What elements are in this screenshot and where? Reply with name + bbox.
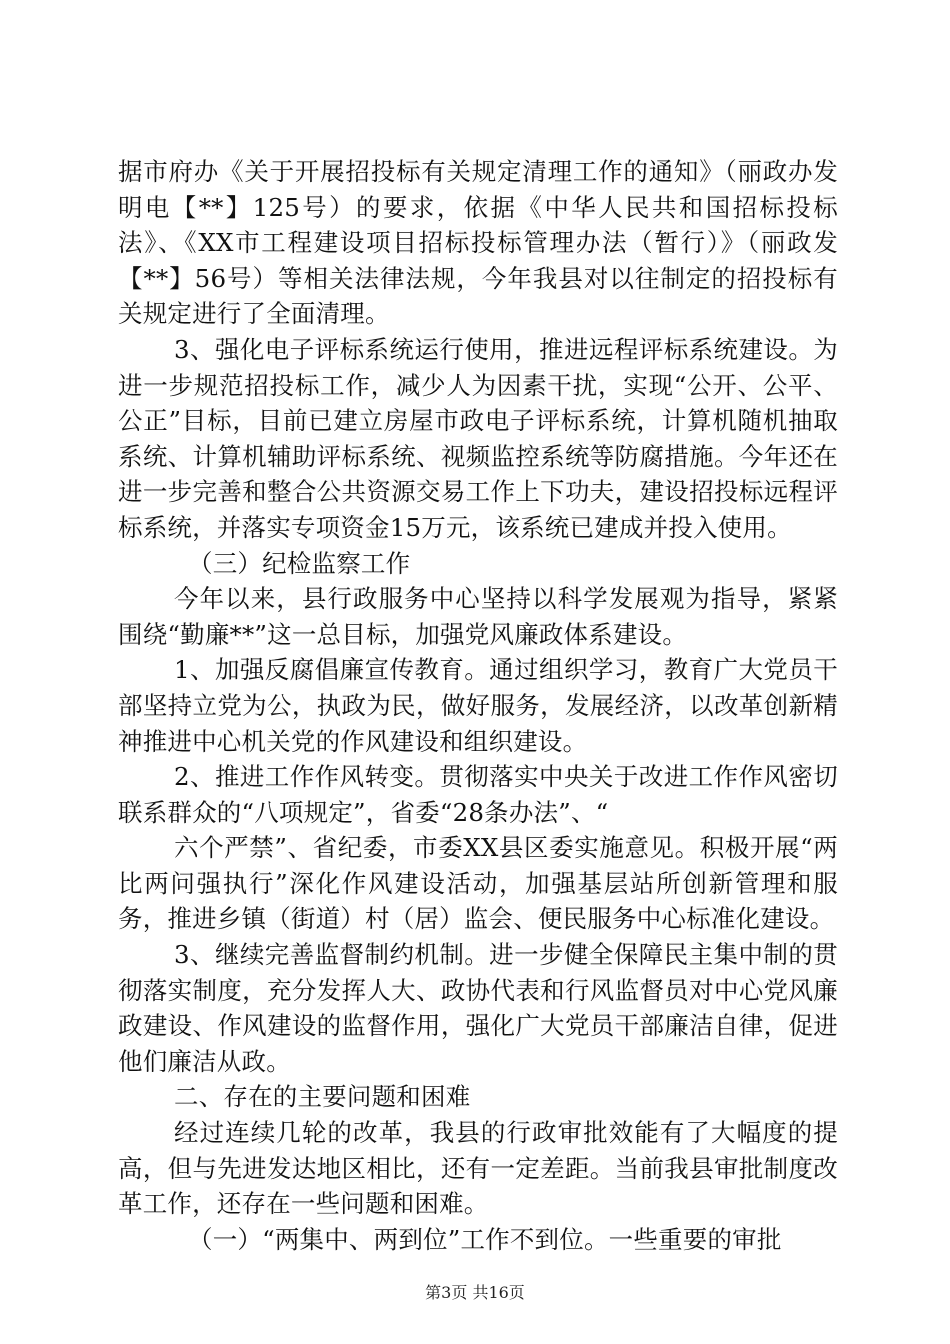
paragraph-work-style: 2、推进工作作风转变。贯彻落实中央关于改进工作作风密切联系群众的“八项规定”，省委“28条办法”、“	[118, 762, 838, 827]
paragraph-clearance: 据市府办《关于开展招投标有关规定清理工作的通知》（丽政办发明电【**】125号）的要求，依据《中华人民共和国招标投标法》、《XX市工程建设项目招标投标管理办法（暂行）》（丽政发【**】56号）等相关法律法规，今年我县对以往制定的招投标有关规定进行了全面清理。	[118, 157, 838, 329]
paragraph-problem-one: （一）“两集中、两到位”工作不到位。一些重要的审批	[188, 1224, 782, 1254]
paragraph-e-bidding: 3、强化电子评标系统运行使用，推进远程评标系统建设。为进一步规范招投标工作，减少人为因素干扰，实现“公开、公平、公正”目标，目前已建立房屋市政电子评标系统，计算机随机抽取系统、计算机辅助评标系统、视频监控系统等防腐措施。今年还在进一步完善和整合公共资源交易工作上下功夫，建设招投标远程评标系统，并落实专项资金15万元，该系统已建成并投入使用。	[118, 334, 838, 542]
document-body	[118, 154, 838, 1257]
paragraph-discipline-intro: 今年以来，县行政服务中心坚持以科学发展观为指导，紧紧围绕“勤廉**”这一总目标，加强党风廉政体系建设。	[118, 584, 838, 649]
paragraph-problems-intro: 经过连续几轮的改革，我县的行政审批效能有了大幅度的提高，但与先进发达地区相比，还有一定差距。当前我县审批制度改革工作，还存在一些问题和困难。	[118, 1118, 838, 1219]
paragraph-supervision: 3、继续完善监督制约机制。进一步健全保障民主集中制的贯彻落实制度，充分发挥人大、政协代表和行风监督员对中心党风廉政建设、作风建设的监督作用，强化广大党员干部廉洁自律，促进他们廉洁从政。	[118, 940, 838, 1076]
section-heading-discipline: （三）纪检监察工作	[188, 548, 411, 578]
paragraph-work-style-cont: 六个严禁”、省纪委，市委XX县区委实施意见。积极开展“两比两问强执行”深化作风建设活动，加强基层站所创新管理和服务，推进乡镇（街道）村（居）监会、便民服务中心标准化建设。	[118, 833, 838, 934]
section-heading-problems: 二、存在的主要问题和困难	[174, 1082, 471, 1112]
page-footer: 第3页 共16页	[425, 1283, 525, 1302]
paragraph-anti-corruption: 1、加强反腐倡廉宣传教育。通过组织学习，教育广大党员干部坚持立党为公，执政为民，做好服务，发展经济，以改革创新精神推进中心机关党的作风建设和组织建设。	[118, 655, 838, 756]
